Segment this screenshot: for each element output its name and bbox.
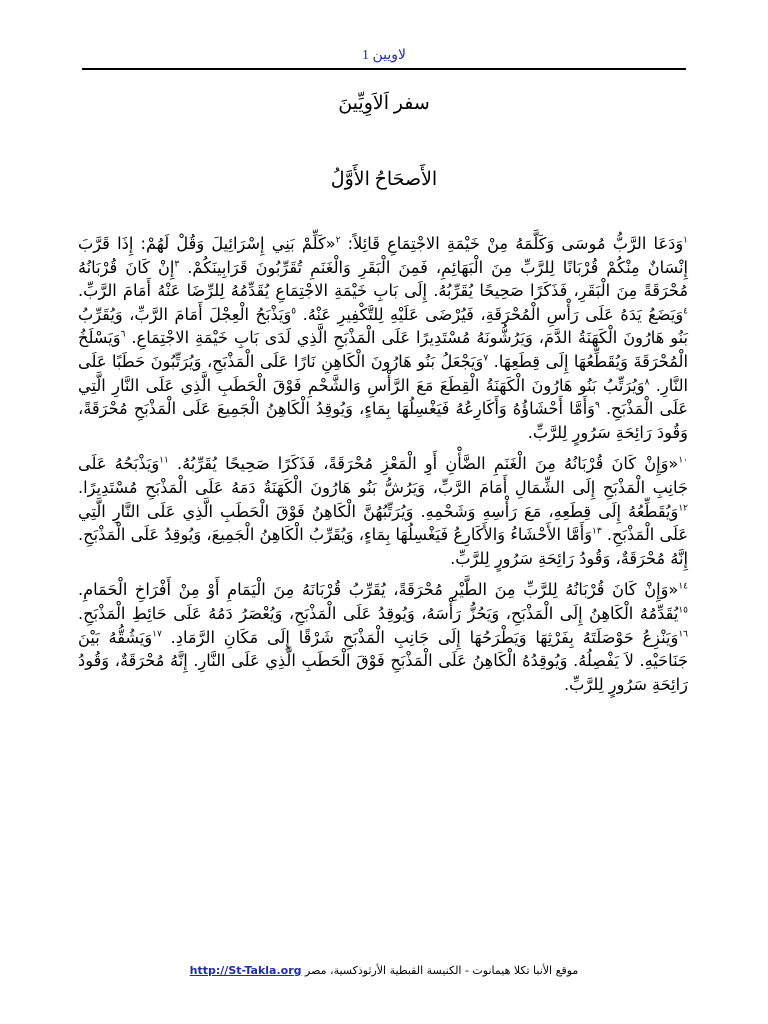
paragraph — [78, 578, 688, 696]
verse-number: ٣ — [174, 259, 180, 270]
verse-number: ١٦ — [678, 629, 688, 640]
verse-text: «وَإِنْ كَانَ قُرْبَانُهُ مِنَ الْغَنَمِ الضَّأْنِ أَوِ الْمَعْزِ مُحْرَقَةً، فَذَكَرًا صَحِيحًا يُقَرِّبُهُ. — [168, 454, 679, 474]
footer-site-link[interactable]: http://St-Takla.org — [189, 964, 302, 977]
verse-text: وَيَنْزِعُ حَوْصَلَتَهُ بِفَرْثِهَا وَيَطْرَحُهَا إِلَى جَانِبِ الْمَذْبَحِ شَرْقًا إِلَى مَكَانِ الرَّمَادِ. — [161, 627, 679, 647]
verse-number: ١٧ — [152, 629, 162, 640]
verse-number: ٤ — [683, 306, 688, 317]
running-header-title: لاويين 1 — [361, 48, 407, 63]
verse-text: وَأَمَّا أَحْشَاؤُهُ وَأَكَارِعُهُ فَيَغْسِلُهَا بِمَاءٍ، وَيُوقِدُ الْكَاهِنُ الْجَمِيعَ عَلَى الْمَذْبَحِ مُحْرَقَةً، وَقُودَ رَائِحَةِ سَرُورٍ لِلرَّبِّ. — [78, 399, 688, 442]
verse-text: وَيَشُقُّهُ بَيْنَ جَنَاحَيْهِ. لاَ يَفْصِلُهُ. وَيُوقِدُهُ الْكَاهِنُ عَلَى الْمَذْبَحِ فَوْقَ الْحَطَبِ الَّذِي عَلَى النَّارِ. إِنَّهُ مُحْرَقَةٌ، وَقُودُ رَائِحَةِ سَرُورٍ لِلرَّبِّ. — [78, 627, 688, 694]
header-divider — [82, 68, 686, 70]
verse-text: وَيُرَتِّبُ بَنُو هَارُونَ الْكَهَنَةُ الْقِطَعَ مَعَ الرَّأْسِ وَالشَّحْمِ فَوْقَ الْحَطَبِ الَّذِي عَلَى النَّارِ الَّتِي عَلَى الْمَذْبَحِ. — [78, 375, 689, 419]
verse-text: وَيَضَعُ يَدَهُ عَلَى رَأْسِ الْمُحْرَقَةِ، فَيُرْضَى عَلَيْهِ لِلتَّكْفِيرِ عَنْهُ. — [296, 304, 684, 324]
verse-number: ٦ — [120, 329, 126, 340]
verse-number: ١٣ — [592, 526, 602, 537]
verse-number: ١٢ — [678, 503, 688, 514]
paragraph — [78, 232, 688, 444]
verse-text: وَيَجْعَلُ بَنُو هَارُونَ الْكَاهِنِ نَارًا عَلَى الْمَذْبَحِ، وَيُرَتِّبُونَ حَطَبًا عَلَى النَّارِ. — [78, 351, 688, 395]
verse-number: ١٠ — [678, 455, 688, 466]
verse-number: ٩ — [595, 400, 600, 411]
verse-text: وَيُقَطِّعُهُ إِلَى قِطَعِهِ، مَعَ رَأْسِهِ وَشَحْمِهِ. وَيُرَتِّبُهُنَّ الْكَاهِنُ فَوْقَ الْحَطَبِ الَّذِي عَلَى النَّارِ الَّتِي عَلَى الْمَذْبَحِ. — [78, 501, 688, 545]
verse-text: «وَإِنْ كَانَ قُرْبَانُهُ لِلرَّبِّ مِنَ الطَّيْرِ مُحْرَقَةً، يُقَرِّبُ قُرْبَانَهُ مِنَ الْيَمَامِ أَوْ مِنْ أَفْرَاخِ الْحَمَامِ. — [78, 580, 679, 600]
verse-text: وَدَعَا الرَّبُّ مُوسَى وَكَلَّمَهُ مِنْ خَيْمَةِ الاجْتِمَاعِ قَائِلاً: — [340, 234, 684, 253]
verse-number: ١٥ — [678, 605, 688, 616]
verse-text: وَأَمَّا الأَحْشَاءُ وَالأَكَارِعُ فَيَغْسِلُهَا بِمَاءٍ، وَيُقَرِّبُ الْكَاهِنُ الْجَمِيعَ، وَيُوقِدُ عَلَى الْمَذْبَحِ. إِنَّهُ مُحْرَقَةٌ، وَقُودُ رَائِحَةِ سَرُورٍ لِلرَّبِّ. — [78, 525, 688, 568]
verse-text: إِنْ كَانَ قُرْبَانُهُ مُحْرَقَةً مِنَ الْبَقَرِ، فَذَكَرًا صَحِيحًا يُقَرِّبُهُ. إِلَى بَابِ خَيْمَةِ الاجْتِمَاعِ يُقَدِّمُهُ لِلرِّضَا عَنْهُ أَمَامَ الرَّبِّ. — [78, 257, 688, 301]
verse-number: ١١ — [159, 455, 169, 466]
verse-number: ٨ — [644, 377, 650, 388]
book-title: سفر اَلاَوِيِّينَ — [338, 93, 430, 114]
footer-site-text: موقع الأنبا تكلا هيمانوت - الكنيسة القبطية الأرثوذكسية، مصر — [305, 964, 579, 977]
verse-text: وَيَذْبَحُهُ عَلَى جَانِبِ الْمَذْبَحِ إِلَى الشِّمَالِ أَمَامَ الرَّبِّ، وَيَرُشُّ بَنُو هَارُونَ الْكَهَنَةُ دَمَهُ عَلَى الْمَذْبَحِ مُسْتَدِيرًا. — [78, 454, 688, 497]
verse-number: ٧ — [483, 353, 489, 364]
verse-number: ٥ — [291, 306, 297, 317]
verse-text: وَيَذْبَحُ الْعِجْلَ أَمَامَ الرَّبِّ، وَيُقَرِّبُ بَنُو هَارُونَ الْكَهَنَةُ الدَّمَ، وَيَرُشُّونَهُ مُسْتَدِيرًا عَلَى الْمَذْبَحِ الَّذِي لَدَى بَابِ خَيْمَةِ الاجْتِمَاعِ. — [78, 304, 688, 348]
chapter-title: الأَصحَاحُ الأَوَّلُ — [330, 169, 438, 190]
paragraph — [78, 452, 688, 570]
verse-text: وَيَسْلَخُ الْمُحْرَقَةَ وَيُقَطِّعُهَا إِلَى قِطَعِهَا. — [78, 328, 688, 371]
verse-text: يُقَدِّمُهُ الْكَاهِنُ إِلَى الْمَذْبَحِ، وَيَحُزُّ رَأْسَهُ، وَيُوقِدُ عَلَى الْمَذْبَحِ، وَيُعْصَرُ دَمُهُ عَلَى حَائِطِ الْمَذْبَحِ. — [78, 603, 679, 623]
verse-number: ١٤ — [678, 581, 688, 592]
verse-number: ٢ — [335, 235, 341, 246]
page-header — [82, 44, 686, 64]
verse-number: ١ — [683, 235, 688, 246]
page-footer — [82, 964, 686, 977]
verse-text: «كَلِّمْ بَنِي إِسْرَائِيلَ وَقُلْ لَهُمْ: إِذَا قَرَّبَ إِنْسَانٌ مِنْكُمْ قُرْبَانًا لِلرَّبِّ مِنَ الْبَهَائِمِ، فَمِنَ الْبَقَرِ وَالْغَنَمِ تُقَرِّبُونَ قَرَابِينَكُمْ. — [78, 234, 689, 277]
chapter-text — [78, 232, 688, 704]
